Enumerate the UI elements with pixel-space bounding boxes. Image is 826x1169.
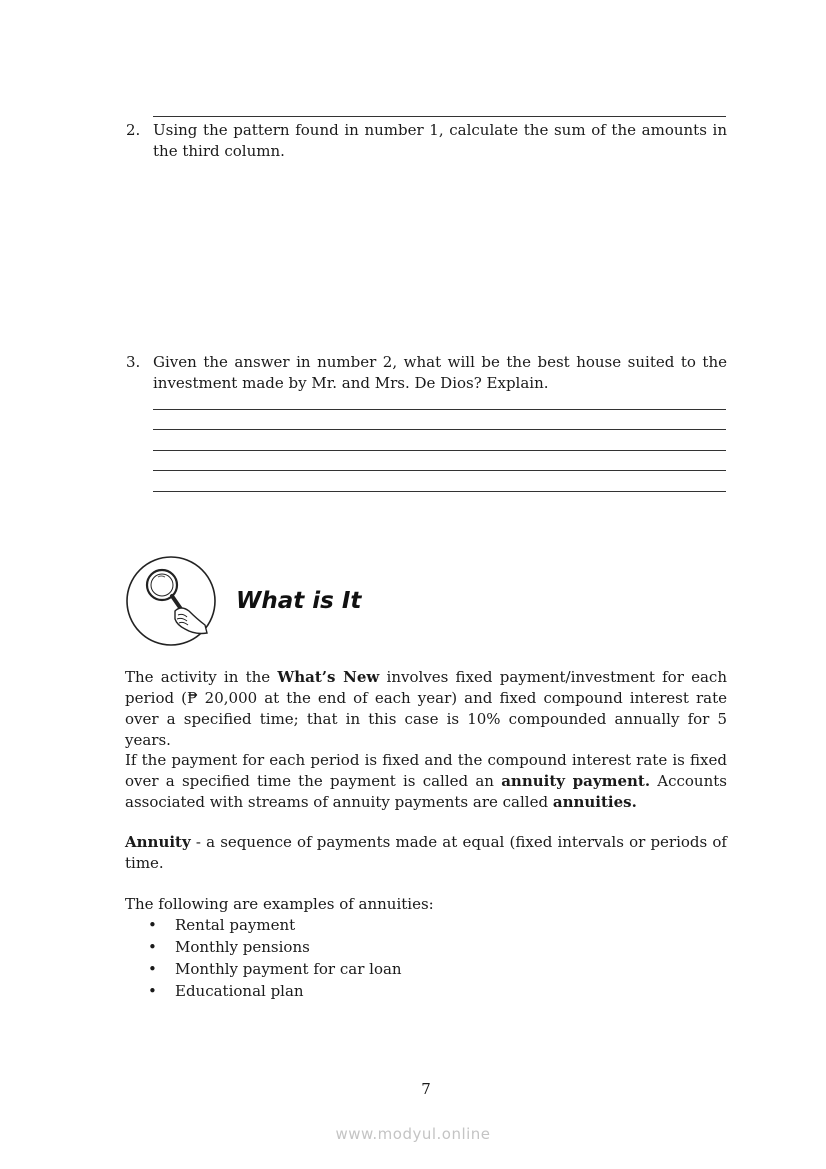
section-title: What is It <box>236 588 362 614</box>
question-text: Using the pattern found in number 1, calculate the sum of the amounts in the third column. <box>153 121 727 160</box>
paragraph-annuity-definition: Annuity - a sequence of payments made at equal (fixed intervals or periods of time. <box>125 833 727 872</box>
question-3 <box>126 352 727 394</box>
answer-line <box>153 409 726 410</box>
answer-line <box>153 429 726 430</box>
question-number: 2. <box>126 121 141 139</box>
paragraph-intro: The activity in the What’s New involves fixed payment/investment for each period (₱ 20,000 at the end of each year) and fixed compound interest rate over a specified time; that in this case is 10% compounded annually for 5 years. <box>125 668 727 749</box>
paragraph-annuity-payment: If the payment for each period is fixed and the compound interest rate is fixed over a specified time the payment is called an annuity payment. Accounts associated with streams of annuity payments are called annuities. <box>125 751 727 811</box>
answer-line <box>153 450 726 451</box>
paragraph-examples-intro: The following are examples of annuities: <box>125 895 434 913</box>
question-number: 3. <box>126 353 141 371</box>
list-item: • Educational plan <box>148 980 402 1002</box>
answer-line <box>153 116 726 117</box>
list-item: • Rental payment <box>148 914 402 936</box>
list-item: • Monthly pensions <box>148 936 402 958</box>
question-text: Given the answer in number 2, what will be the best house suited to the investment made by Mr. and Mrs. De Dios? Explain. <box>153 353 727 392</box>
magnifying-glass-icon <box>125 555 217 647</box>
answer-line <box>153 491 726 492</box>
examples-list <box>148 914 402 1002</box>
answer-line <box>153 470 726 471</box>
watermark: www.modyul.online <box>335 1125 491 1143</box>
page-number: 7 <box>421 1080 431 1098</box>
list-item: • Monthly payment for car loan <box>148 958 402 980</box>
question-2 <box>126 120 727 162</box>
